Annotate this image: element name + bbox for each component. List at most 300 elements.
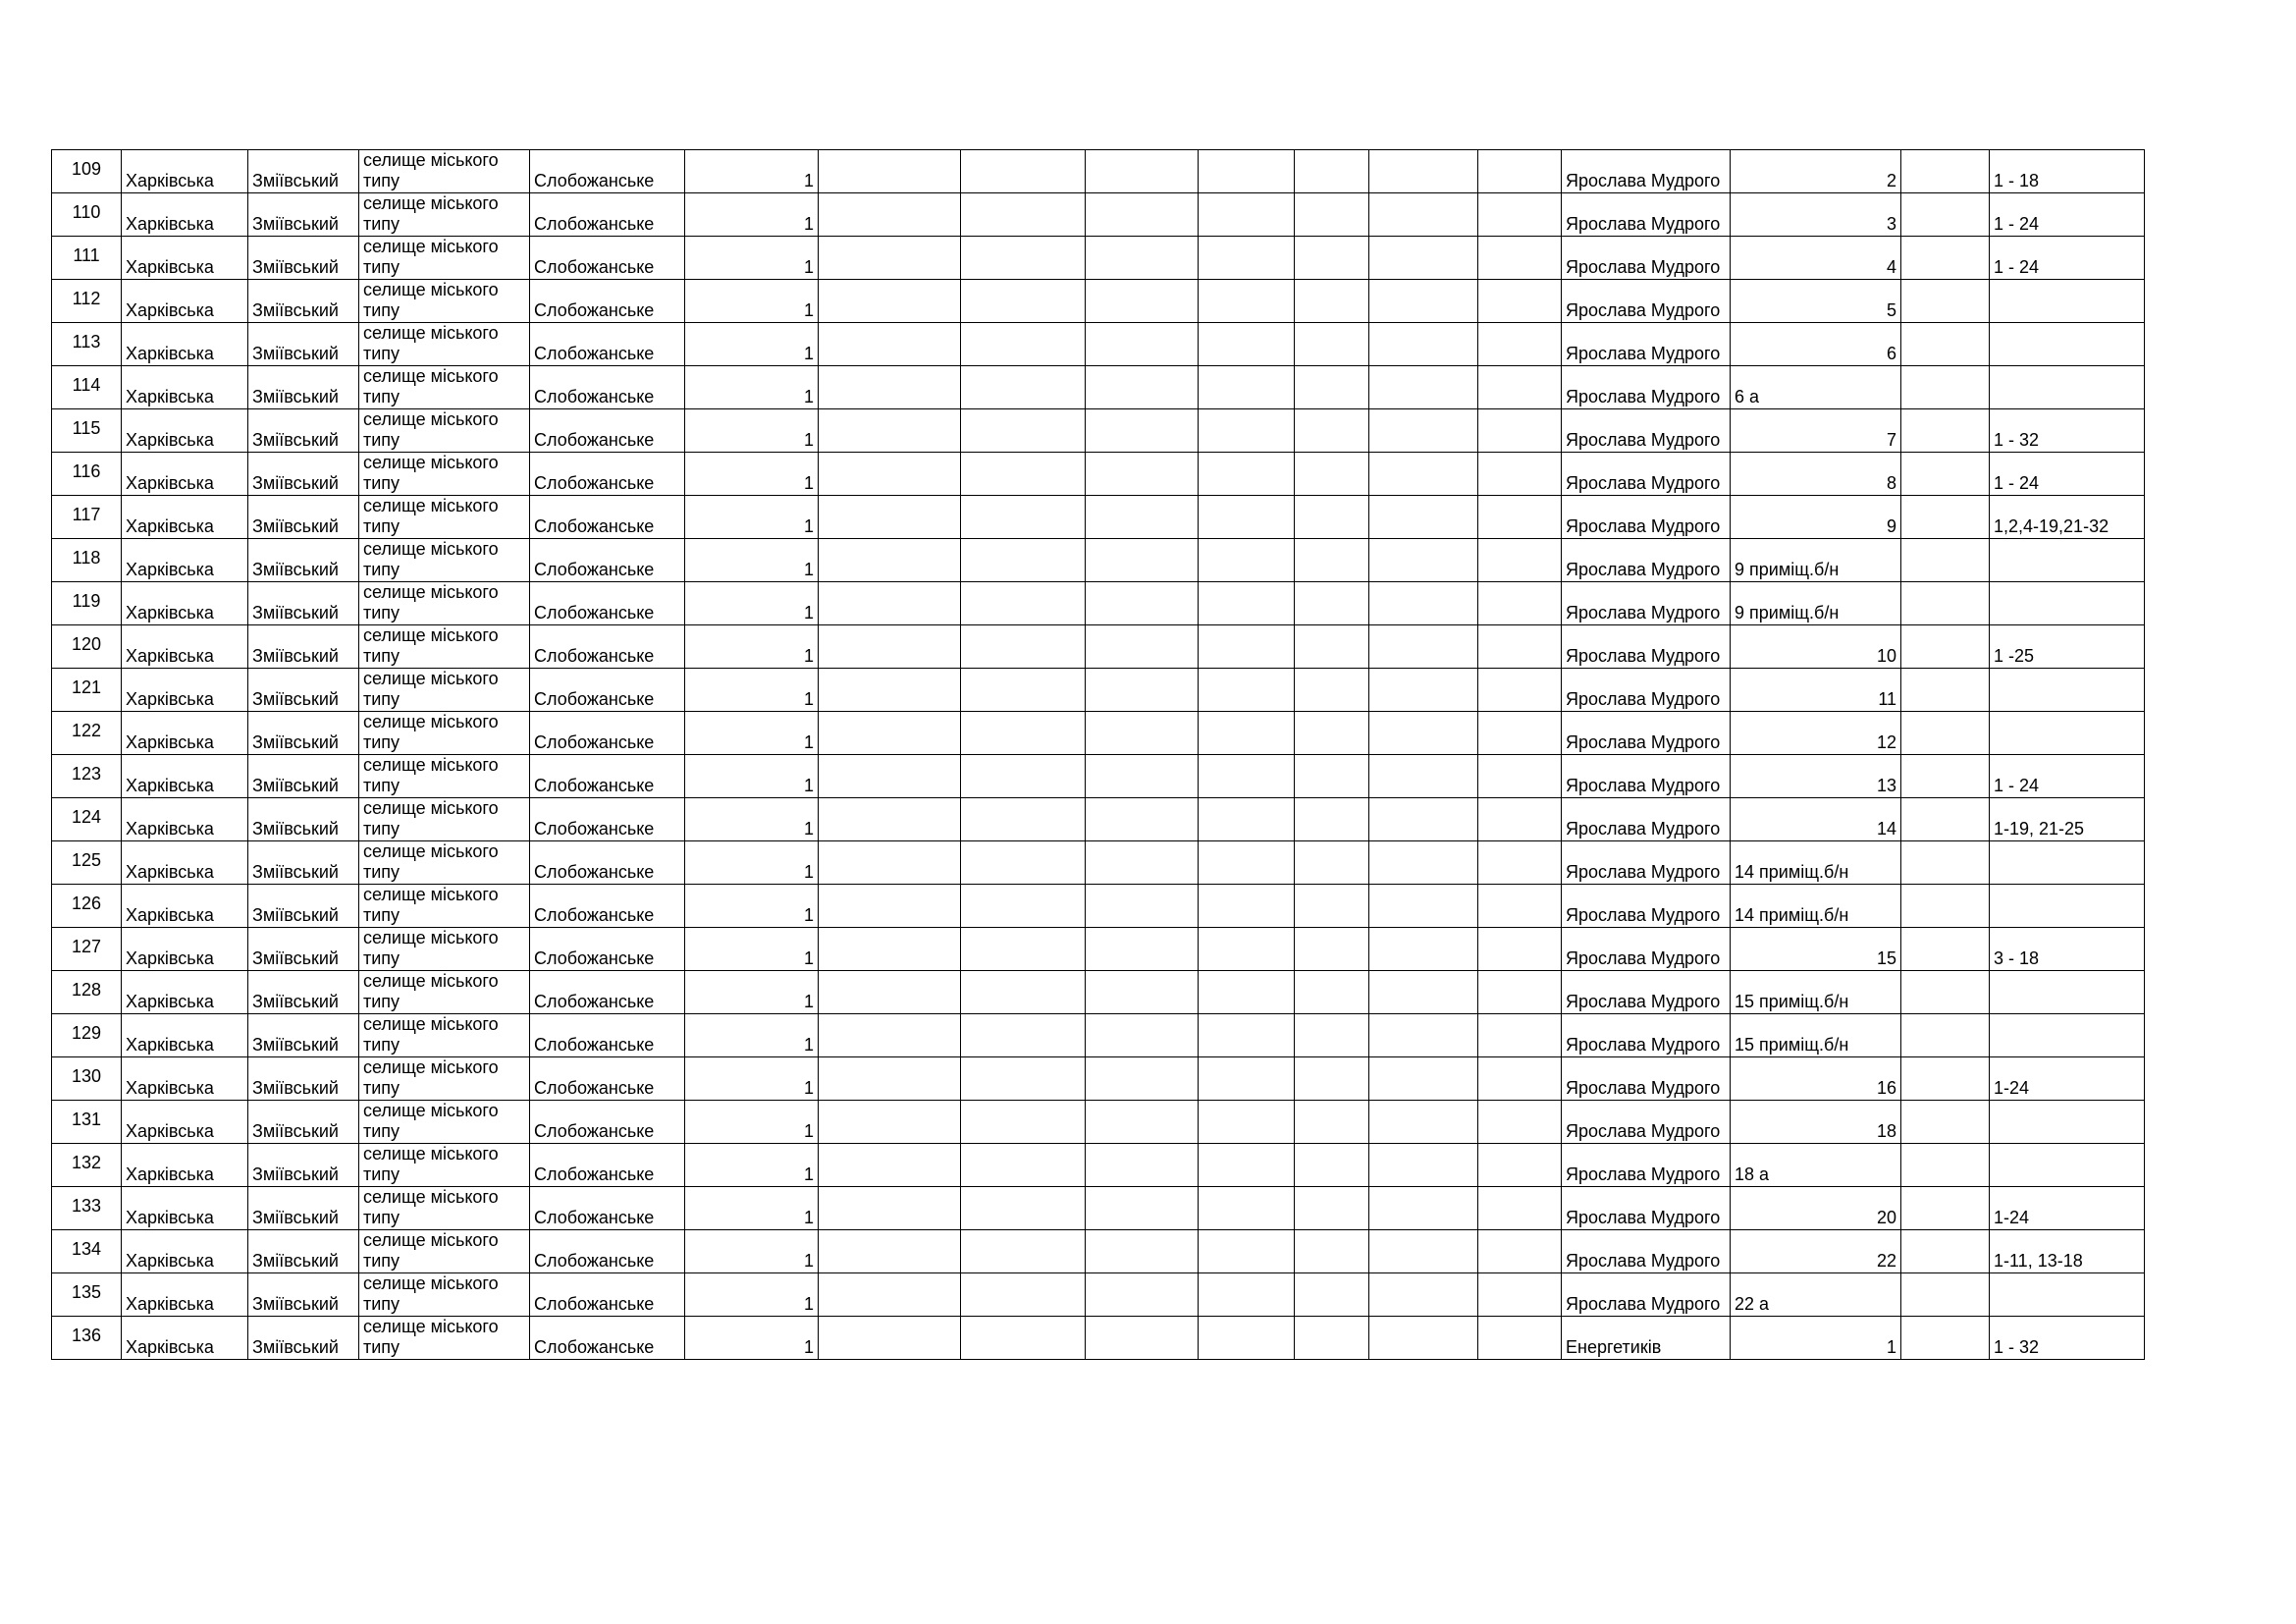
house-cell: 14 приміщ.б/н	[1731, 841, 1901, 885]
empty-cell	[961, 755, 1086, 798]
empty-cell	[1901, 1057, 1990, 1101]
street-cell: Ярослава Мудрого	[1562, 1187, 1731, 1230]
empty-cell	[1086, 1230, 1199, 1273]
empty-cell	[1369, 366, 1478, 409]
region-cell: Харківська	[122, 669, 248, 712]
settlement-cell: Слобожанське	[530, 366, 685, 409]
empty-cell	[1478, 1230, 1562, 1273]
apartments-cell	[1990, 1101, 2145, 1144]
empty-cell	[1295, 712, 1369, 755]
row-number-cell: 117	[52, 496, 122, 539]
apartments-cell	[1990, 1014, 2145, 1057]
empty-cell	[1369, 1230, 1478, 1273]
empty-cell	[1086, 669, 1199, 712]
table-row	[52, 366, 2145, 409]
settlement-type-cell: селище міського типу	[359, 841, 530, 885]
house-cell: 12	[1731, 712, 1901, 755]
empty-cell	[1086, 496, 1199, 539]
empty-cell	[1199, 669, 1295, 712]
empty-cell	[1199, 1187, 1295, 1230]
apartments-cell	[1990, 1144, 2145, 1187]
count-cell: 1	[685, 1144, 819, 1187]
region-cell: Харківська	[122, 1317, 248, 1360]
region-cell: Харківська	[122, 1230, 248, 1273]
district-cell: Зміївський	[248, 280, 359, 323]
table-row	[52, 539, 2145, 582]
empty-cell	[1199, 1230, 1295, 1273]
settlement-type-cell: селище міського типу	[359, 453, 530, 496]
house-cell: 22 а	[1731, 1273, 1901, 1317]
street-cell: Ярослава Мудрого	[1562, 1101, 1731, 1144]
empty-cell	[961, 237, 1086, 280]
empty-cell	[819, 712, 961, 755]
table-row	[52, 755, 2145, 798]
row-number-cell: 134	[52, 1230, 122, 1273]
count-cell: 1	[685, 1230, 819, 1273]
empty-cell	[1369, 669, 1478, 712]
empty-cell	[1478, 1273, 1562, 1317]
empty-cell	[819, 280, 961, 323]
empty-cell	[1086, 841, 1199, 885]
settlement-cell: Слобожанське	[530, 1014, 685, 1057]
empty-cell	[1901, 841, 1990, 885]
empty-cell	[1086, 885, 1199, 928]
apartments-cell	[1990, 366, 2145, 409]
table-row	[52, 712, 2145, 755]
empty-cell	[819, 755, 961, 798]
empty-cell	[1369, 1187, 1478, 1230]
settlement-cell: Слобожанське	[530, 1230, 685, 1273]
settlement-cell: Слобожанське	[530, 1144, 685, 1187]
empty-cell	[961, 1101, 1086, 1144]
district-cell: Зміївський	[248, 582, 359, 625]
empty-cell	[819, 841, 961, 885]
empty-cell	[819, 1187, 961, 1230]
settlement-cell: Слобожанське	[530, 582, 685, 625]
street-cell: Ярослава Мудрого	[1562, 1057, 1731, 1101]
empty-cell	[961, 150, 1086, 193]
house-cell: 18 а	[1731, 1144, 1901, 1187]
empty-cell	[1478, 1317, 1562, 1360]
street-cell: Ярослава Мудрого	[1562, 971, 1731, 1014]
region-cell: Харківська	[122, 323, 248, 366]
street-cell: Ярослава Мудрого	[1562, 798, 1731, 841]
empty-cell	[961, 323, 1086, 366]
count-cell: 1	[685, 625, 819, 669]
region-cell: Харківська	[122, 453, 248, 496]
table-row	[52, 496, 2145, 539]
count-cell: 1	[685, 582, 819, 625]
settlement-cell: Слобожанське	[530, 193, 685, 237]
row-number-cell: 109	[52, 150, 122, 193]
empty-cell	[961, 409, 1086, 453]
settlement-type-cell: селище міського типу	[359, 625, 530, 669]
settlement-cell: Слобожанське	[530, 1273, 685, 1317]
empty-cell	[1295, 1014, 1369, 1057]
settlement-type-cell: селище міського типу	[359, 1317, 530, 1360]
count-cell: 1	[685, 280, 819, 323]
empty-cell	[1295, 1317, 1369, 1360]
empty-cell	[1086, 755, 1199, 798]
empty-cell	[1199, 453, 1295, 496]
empty-cell	[819, 798, 961, 841]
district-cell: Зміївський	[248, 712, 359, 755]
empty-cell	[1086, 582, 1199, 625]
settlement-type-cell: селище міського типу	[359, 1187, 530, 1230]
empty-cell	[819, 1101, 961, 1144]
empty-cell	[1295, 971, 1369, 1014]
empty-cell	[1901, 280, 1990, 323]
empty-cell	[1199, 237, 1295, 280]
street-cell: Ярослава Мудрого	[1562, 150, 1731, 193]
settlement-cell: Слобожанське	[530, 798, 685, 841]
empty-cell	[1478, 582, 1562, 625]
settlement-type-cell: селище міського типу	[359, 193, 530, 237]
row-number-cell: 125	[52, 841, 122, 885]
street-cell: Ярослава Мудрого	[1562, 1230, 1731, 1273]
empty-cell	[1086, 409, 1199, 453]
count-cell: 1	[685, 366, 819, 409]
table-row	[52, 1230, 2145, 1273]
region-cell: Харківська	[122, 712, 248, 755]
count-cell: 1	[685, 885, 819, 928]
empty-cell	[1369, 1057, 1478, 1101]
district-cell: Зміївський	[248, 409, 359, 453]
empty-cell	[1086, 453, 1199, 496]
empty-cell	[1199, 193, 1295, 237]
apartments-cell: 1 - 24	[1990, 193, 2145, 237]
settlement-cell: Слобожанське	[530, 669, 685, 712]
empty-cell	[961, 928, 1086, 971]
count-cell: 1	[685, 150, 819, 193]
settlement-type-cell: селище міського типу	[359, 409, 530, 453]
empty-cell	[1478, 1144, 1562, 1187]
empty-cell	[1478, 885, 1562, 928]
empty-cell	[1478, 409, 1562, 453]
row-number-cell: 132	[52, 1144, 122, 1187]
empty-cell	[1901, 193, 1990, 237]
empty-cell	[1369, 1273, 1478, 1317]
street-cell: Ярослава Мудрого	[1562, 669, 1731, 712]
house-cell: 11	[1731, 669, 1901, 712]
settlement-cell: Слобожанське	[530, 409, 685, 453]
house-cell: 3	[1731, 193, 1901, 237]
empty-cell	[961, 1144, 1086, 1187]
empty-cell	[1295, 496, 1369, 539]
row-number-cell: 131	[52, 1101, 122, 1144]
empty-cell	[1901, 625, 1990, 669]
house-cell: 2	[1731, 150, 1901, 193]
count-cell: 1	[685, 539, 819, 582]
empty-cell	[819, 539, 961, 582]
empty-cell	[1086, 366, 1199, 409]
street-cell: Ярослава Мудрого	[1562, 539, 1731, 582]
street-cell: Ярослава Мудрого	[1562, 237, 1731, 280]
empty-cell	[1369, 841, 1478, 885]
row-number-cell: 136	[52, 1317, 122, 1360]
empty-cell	[1369, 755, 1478, 798]
district-cell: Зміївський	[248, 928, 359, 971]
district-cell: Зміївський	[248, 1101, 359, 1144]
empty-cell	[1295, 409, 1369, 453]
region-cell: Харківська	[122, 755, 248, 798]
empty-cell	[1199, 1317, 1295, 1360]
empty-cell	[1295, 755, 1369, 798]
empty-cell	[819, 1144, 961, 1187]
empty-cell	[961, 1187, 1086, 1230]
street-cell: Ярослава Мудрого	[1562, 323, 1731, 366]
settlement-cell: Слобожанське	[530, 496, 685, 539]
empty-cell	[1199, 1273, 1295, 1317]
empty-cell	[1199, 1057, 1295, 1101]
empty-cell	[1369, 1144, 1478, 1187]
street-cell: Ярослава Мудрого	[1562, 496, 1731, 539]
empty-cell	[1369, 193, 1478, 237]
empty-cell	[1369, 885, 1478, 928]
empty-cell	[819, 625, 961, 669]
region-cell: Харківська	[122, 193, 248, 237]
row-number-cell: 127	[52, 928, 122, 971]
empty-cell	[1086, 1057, 1199, 1101]
empty-cell	[1199, 150, 1295, 193]
empty-cell	[1901, 712, 1990, 755]
row-number-cell: 124	[52, 798, 122, 841]
table-row	[52, 409, 2145, 453]
empty-cell	[819, 1230, 961, 1273]
street-cell: Ярослава Мудрого	[1562, 193, 1731, 237]
district-cell: Зміївський	[248, 366, 359, 409]
empty-cell	[1199, 323, 1295, 366]
table-row	[52, 928, 2145, 971]
apartments-cell: 1-24	[1990, 1187, 2145, 1230]
region-cell: Харківська	[122, 1144, 248, 1187]
region-cell: Харківська	[122, 1273, 248, 1317]
apartments-cell: 1 -25	[1990, 625, 2145, 669]
settlement-cell: Слобожанське	[530, 841, 685, 885]
empty-cell	[1199, 928, 1295, 971]
settlement-cell: Слобожанське	[530, 453, 685, 496]
region-cell: Харківська	[122, 150, 248, 193]
empty-cell	[819, 150, 961, 193]
settlement-cell: Слобожанське	[530, 539, 685, 582]
empty-cell	[1369, 496, 1478, 539]
empty-cell	[1369, 409, 1478, 453]
empty-cell	[961, 1317, 1086, 1360]
table-row	[52, 971, 2145, 1014]
empty-cell	[1199, 1014, 1295, 1057]
settlement-type-cell: селище міського типу	[359, 755, 530, 798]
region-cell: Харківська	[122, 237, 248, 280]
empty-cell	[961, 1273, 1086, 1317]
region-cell: Харківська	[122, 366, 248, 409]
empty-cell	[1901, 409, 1990, 453]
street-cell: Ярослава Мудрого	[1562, 885, 1731, 928]
empty-cell	[1478, 193, 1562, 237]
region-cell: Харківська	[122, 496, 248, 539]
empty-cell	[1901, 453, 1990, 496]
house-cell: 6	[1731, 323, 1901, 366]
empty-cell	[1478, 539, 1562, 582]
empty-cell	[1295, 150, 1369, 193]
empty-cell	[1369, 539, 1478, 582]
settlement-cell: Слобожанське	[530, 237, 685, 280]
table-row	[52, 237, 2145, 280]
apartments-cell: 3 - 18	[1990, 928, 2145, 971]
empty-cell	[961, 582, 1086, 625]
table-row	[52, 280, 2145, 323]
apartments-cell: 1 - 32	[1990, 409, 2145, 453]
empty-cell	[961, 841, 1086, 885]
empty-cell	[1086, 798, 1199, 841]
empty-cell	[1369, 712, 1478, 755]
count-cell: 1	[685, 755, 819, 798]
empty-cell	[961, 669, 1086, 712]
empty-cell	[1901, 1101, 1990, 1144]
empty-cell	[819, 366, 961, 409]
table-row	[52, 1057, 2145, 1101]
district-cell: Зміївський	[248, 755, 359, 798]
settlement-cell: Слобожанське	[530, 712, 685, 755]
count-cell: 1	[685, 928, 819, 971]
empty-cell	[1901, 1144, 1990, 1187]
count-cell: 1	[685, 409, 819, 453]
empty-cell	[1369, 1014, 1478, 1057]
empty-cell	[1295, 1101, 1369, 1144]
empty-cell	[1295, 1057, 1369, 1101]
empty-cell	[1901, 798, 1990, 841]
empty-cell	[1901, 971, 1990, 1014]
empty-cell	[1295, 928, 1369, 971]
empty-cell	[1478, 1014, 1562, 1057]
empty-cell	[1295, 625, 1369, 669]
house-cell: 7	[1731, 409, 1901, 453]
empty-cell	[819, 1057, 961, 1101]
house-cell: 9	[1731, 496, 1901, 539]
empty-cell	[1199, 280, 1295, 323]
empty-cell	[1199, 1144, 1295, 1187]
empty-cell	[1199, 1101, 1295, 1144]
region-cell: Харківська	[122, 798, 248, 841]
empty-cell	[1901, 582, 1990, 625]
settlement-type-cell: селище міського типу	[359, 1101, 530, 1144]
empty-cell	[1086, 193, 1199, 237]
empty-cell	[819, 1014, 961, 1057]
house-cell: 16	[1731, 1057, 1901, 1101]
apartments-cell: 1 - 24	[1990, 453, 2145, 496]
settlement-type-cell: селище міського типу	[359, 971, 530, 1014]
row-number-cell: 128	[52, 971, 122, 1014]
region-cell: Харківська	[122, 1187, 248, 1230]
house-cell: 18	[1731, 1101, 1901, 1144]
house-cell: 4	[1731, 237, 1901, 280]
empty-cell	[1199, 755, 1295, 798]
empty-cell	[1369, 1317, 1478, 1360]
street-cell: Ярослава Мудрого	[1562, 366, 1731, 409]
empty-cell	[1295, 323, 1369, 366]
empty-cell	[1086, 323, 1199, 366]
empty-cell	[1478, 971, 1562, 1014]
empty-cell	[1369, 453, 1478, 496]
district-cell: Зміївський	[248, 798, 359, 841]
empty-cell	[1295, 453, 1369, 496]
settlement-cell: Слобожанське	[530, 323, 685, 366]
region-cell: Харківська	[122, 841, 248, 885]
settlement-cell: Слобожанське	[530, 971, 685, 1014]
empty-cell	[961, 193, 1086, 237]
apartments-cell: 1 - 24	[1990, 755, 2145, 798]
settlement-type-cell: селище міського типу	[359, 280, 530, 323]
empty-cell	[1478, 366, 1562, 409]
empty-cell	[1478, 150, 1562, 193]
empty-cell	[1295, 539, 1369, 582]
street-cell: Ярослава Мудрого	[1562, 1014, 1731, 1057]
empty-cell	[1369, 798, 1478, 841]
count-cell: 1	[685, 323, 819, 366]
empty-cell	[1478, 669, 1562, 712]
settlement-type-cell: селище міського типу	[359, 1014, 530, 1057]
apartments-cell: 1 - 32	[1990, 1317, 2145, 1360]
house-cell: 1	[1731, 1317, 1901, 1360]
row-number-cell: 123	[52, 755, 122, 798]
district-cell: Зміївський	[248, 193, 359, 237]
house-cell: 15 приміщ.б/н	[1731, 1014, 1901, 1057]
apartments-cell	[1990, 539, 2145, 582]
empty-cell	[1086, 971, 1199, 1014]
empty-cell	[1478, 755, 1562, 798]
row-number-cell: 135	[52, 1273, 122, 1317]
empty-cell	[1086, 1144, 1199, 1187]
street-cell: Ярослава Мудрого	[1562, 453, 1731, 496]
settlement-type-cell: селище міського типу	[359, 323, 530, 366]
district-cell: Зміївський	[248, 841, 359, 885]
count-cell: 1	[685, 453, 819, 496]
row-number-cell: 114	[52, 366, 122, 409]
empty-cell	[961, 280, 1086, 323]
empty-cell	[1086, 237, 1199, 280]
count-cell: 1	[685, 798, 819, 841]
table-row	[52, 798, 2145, 841]
count-cell: 1	[685, 841, 819, 885]
district-cell: Зміївський	[248, 1317, 359, 1360]
empty-cell	[1901, 539, 1990, 582]
table-row	[52, 1014, 2145, 1057]
district-cell: Зміївський	[248, 1057, 359, 1101]
row-number-cell: 133	[52, 1187, 122, 1230]
district-cell: Зміївський	[248, 1230, 359, 1273]
empty-cell	[961, 539, 1086, 582]
street-cell: Ярослава Мудрого	[1562, 582, 1731, 625]
street-cell: Ярослава Мудрого	[1562, 1144, 1731, 1187]
empty-cell	[961, 496, 1086, 539]
settlement-type-cell: селище міського типу	[359, 1057, 530, 1101]
settlement-type-cell: селище міського типу	[359, 237, 530, 280]
region-cell: Харківська	[122, 885, 248, 928]
count-cell: 1	[685, 1014, 819, 1057]
empty-cell	[819, 237, 961, 280]
table-row	[52, 885, 2145, 928]
empty-cell	[1478, 712, 1562, 755]
settlement-cell: Слобожанське	[530, 1187, 685, 1230]
empty-cell	[1478, 496, 1562, 539]
district-cell: Зміївський	[248, 625, 359, 669]
apartments-cell	[1990, 712, 2145, 755]
table-row	[52, 625, 2145, 669]
empty-cell	[1478, 798, 1562, 841]
empty-cell	[1199, 712, 1295, 755]
empty-cell	[961, 1057, 1086, 1101]
empty-cell	[1295, 798, 1369, 841]
empty-cell	[1369, 625, 1478, 669]
